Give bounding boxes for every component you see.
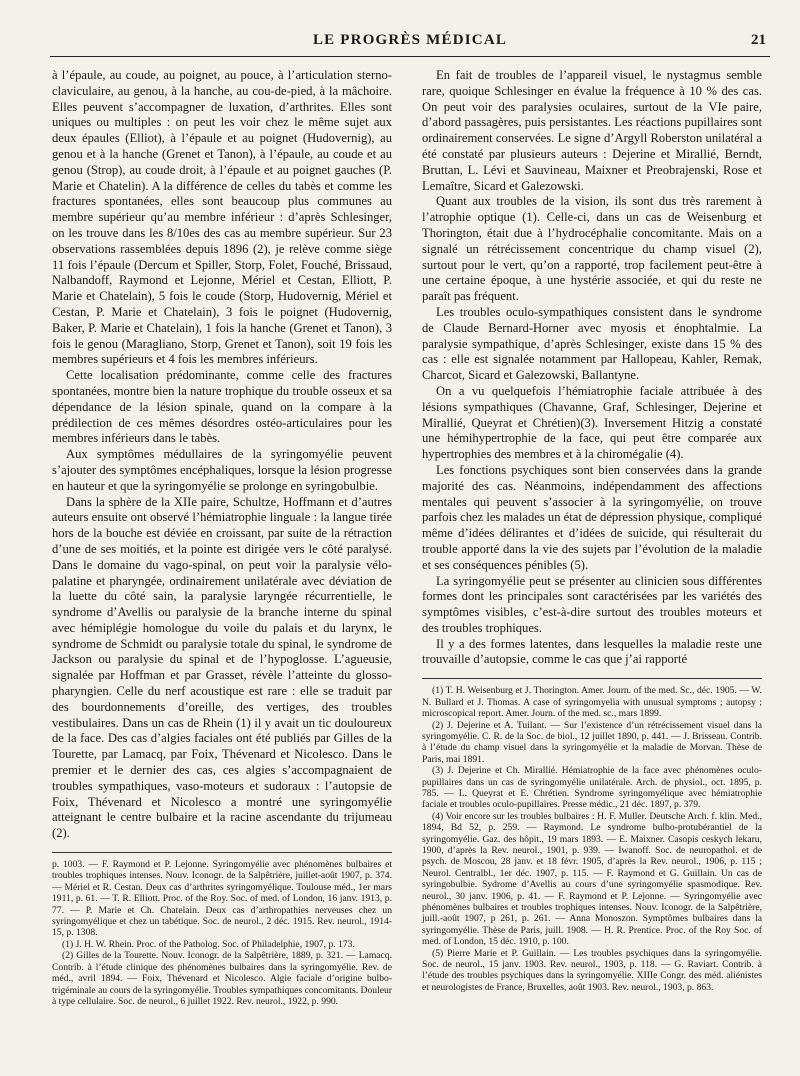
left-column xyxy=(52,68,392,1007)
paragraph: Il y a des formes latentes, dans lesquelles la maladie reste une trouvaille d’autopsie, comme le cas que j’ai rapporté xyxy=(422,636,762,667)
footnote: (5) Pierre Marie et P. Guillain. — Les troubles psychiques dans la syringomyélie. Soc. de neurol., 15 janv. 1903. Rev. neurol., 1903, p. 118. — G. Raviart. Contrib. à l’étude des troubles psychiques dans la syringomyélie. XIIIe Congr. des méd. aliénistes et neurologistes de France, Bruxelles, août 1903. Rev. neurol., 1903, p. 863. xyxy=(422,947,762,993)
footnote: (2) J. Dejerine et A. Tuilant. — Sur l’existence d’un rétrécissement visuel dans la syringomyélie. C. R. de la Soc. de biol., 12 juillet 1890, p. 441. — J. Brisseau. Contrib. à l’étude du champ visuel dans la syringomyélie et la maladie de Morvan. Thèse de Paris, mai 1891. xyxy=(422,719,762,765)
paragraph: Les troubles oculo-sympathiques consistent dans le syndrome de Claude Bernard-Horner avec myosis et énophtalmie. La paralysie sympathique, d’après Schlesinger, existe dans 15 % des cas : elle est signalée notamment par Hallopeau, Kahler, Remak, Charcot, Sicard et Galezowski, Ballantyne. xyxy=(422,304,762,383)
footnote: p. 1003. — F. Raymond et P. Lejonne. Syringomyélie avec phénomènes bulbaires et troubles trophiques intenses. Nouv. Iconogr. de la Salpêtrière, juillet-août 1907, p. 374. — Mériel et R. Cestan. Deux cas d’arthrites syringomyélique. Toulouse méd., 1er mars 1911, p. 61. — T. R. Elliott. Proc. of the Roy. Soc. of med. of London, 16 janv. 1913, p. 77. — P. Marie et Ch. Chatelain. Deux cas d’arthropathies nerveuses chez un syringomyélique et chez un tabétique. Soc. de neurol., 2 déc. 1915. Rev. neurol., 1914-15, p. 1308. xyxy=(52,859,392,939)
paragraph: à l’épaule, au coude, au poignet, au pouce, à l’articulation sterno-claviculaire, au genou, à la hanche, au cou-de-pied, à la mâchoire. Elles peuvent s’accompagner de luxation, d’arthrites. Elles sont uniques ou multiples : on peut les voir chez le même sujet aux deux épaules (Elliot), à l’épaule et au poignet (Hudovernig), au genou et à la hanche (Grenet et Tanon), à l’épaule, au coude et au genou (Strop), au coude droit, à l’épaule et au poignet gauches (P. Marie et Chatelin). A la différence de celles du tabès et comme les fractures spontanées, elles sont beaucoup plus communes au membre supérieur qu’au membre inférieur : d’après Schlesinger, on les trouve dans les 8/10es des cas au membre supérieur. Sur 23 observations rassemblées depuis 1896 (2), je relève comme siège 11 fois l’épaule (Dercum et Spiller, Storp, Folet, Fouché, Brissaud, Nalbandoff, Raymond et Lejonne, Mériel et Cestan, Elliott, P. Marie et Chatelain), 5 fois le coude (Storp, Hudovernig, Mériel et Cestan, P. Marie et Chatelain), 3 fois le poignet (Hudovernig, Baker, P. Marie et Chatelain), 1 fois la hanche (Grenet et Tanon), 3 fois le genou (Maragliano, Storp, Grenet et Tanon), soit 19 fois les membres supérieurs et 4 fois les membres inférieurs. xyxy=(52,68,392,367)
paragraph: On a vu quelquefois l’hémiatrophie faciale attribuée à des lésions sympathiques (Chavanne, Graf, Schlesinger, Dejerine et Mirallié, Queyrat et Chrétien)(3). Inversement Hitzig a constaté une hémihypertrophie de la face, qui peut être comparée aux hypertrophies des membres et à la chiromégalie (4). xyxy=(422,383,762,462)
right-footnotes xyxy=(422,685,762,993)
footnote-divider xyxy=(52,852,392,853)
paragraph: La syringomyélie peut se présenter au clinicien sous différentes formes dont les principales sont caractérisées par les variétés des symptômes visibles, c’est-à-dire surtout des troubles moteurs et des troubles trophiques. xyxy=(422,573,762,635)
paragraph: Dans la sphère de la XIIe paire, Schultze, Hoffmann et d’autres auteurs ensuite ont observé l’hémiatrophie linguale : la langue tirée hors de la bouche est déviée en croissant, par suite de la rétraction d’une de ses moitiés, et la pointe est dirigée vers le côté paralysé. Dans le domaine du vago-spinal, on peut voir la paralysie vélo-palatine et pharyngée, ordinairement unilatérale avec déviation de la luette du côté sain, la paralysie laryngée récurrentielle, le syndrome d’Avellis ou paralysie de la branche interne du spinal avec hémiplégie homologue du voile du palais et du larynx, le syndrome de Schmidt ou paralysie totale du spinal, le syndrome de Jackson ou paralysie du spinal et de l’hypoglosse. L’agueusie, signalée par Hoffman et par Grasset, révèle l’atteinte du glosso-pharyngien. Celle du nerf acoustique est rare : elle se traduit par des bourdonnements d’oreille, des vertiges, des troubles vestibulaires. Dans un cas de Rhein (1) il y avait un tic douloureux de la face. Des cas d’algies faciales ont été publiés par Gilles de la Tourette, par Lamacq, par Foix, Thévenard et Nicolesco. Dans le premier et le dernier des cas, ces algies s’accompagnaient de troubles sympathiques, vaso-moteurs et sudoraux : l’autopsie de Foix, Thévenard et Nicolesco a montré une syringomyélie atteignant le centre bulbaire et la racine ascendante du trijumeau (2). xyxy=(52,494,392,841)
paragraph: Les fonctions psychiques sont bien conservées dans la grande majorité des cas. Néanmoins, indépendamment des affections mentales qui peuvent s’associer à la syringomyélie, on trouve parfois chez les malades un état de dépression physique, compliqué même d’idées délirantes et d’idées de suicide, qui résulterait du trouble apporté dans la vie des sujets par l’évolution de la maladie et ses conséquences pénibles (5). xyxy=(422,462,762,572)
page-number: 21 xyxy=(751,32,766,48)
paragraph: Aux symptômes médullaires de la syringomyélie peuvent s’ajouter des symptômes encéphaliques, lorsque la lésion progresse en hauteur et que la syringomyélie se prolonge en syringobulbie. xyxy=(52,447,392,493)
paragraph: Cette localisation prédominante, comme celle des fractures spontanées, montre bien la nature trophique du trouble osseux et sa dépendance de la lésion spinale, quand on la compare à la prédilection de ces mêmes désordres ostéo-articulaires pour les membres inférieurs dans le tabès. xyxy=(52,368,392,446)
footnote: (4) Voir encore sur les troubles bulbaires : H. F. Muller. Deutsche Arch. f. klin. Med., 1894, Bd 52, p. 259. — Raymond. Le syndrome bulbo-protubérantiel de la syringomyélie. Gaz. des hôpit., 19 mars 1893. — E. Maixner. Casopis ceskych lekaru, 1900, d’après la Rev. neurol., 1901, p. 939. — Iwanoff. Soc. de neuropathol. et de psych. de Moscou, 28 janv. et 18 févr. 1905, d’après la Rev. neurol., 1906, p. 115 ; Neurol. Centralbl., 1er déc. 1907, p. 115. — F. Raymond et G. Guillain. Un cas de syringobulbie. Sydrome d’Avellis au cours d’une syringomyélie spasmodique. Rev. neurol., 30 janv. 1906, p. 41. — F. Raymond et P. Lejonne. — Syringomyélie avec phénomènes bulbaires et troubles trophiques intenses. Nouv. Iconogr. de la Salpêtrière, juill.-août 1907, p 261, p. 261. — Anna Monoszon. Symptômes bulbaires dans la syringomyélie. Thèse de Paris, juill. 1908. — H. R. Prentice. Proc. of the Roy Soc. of med. of London, 15 déc. 1910, p. 100. xyxy=(422,810,762,948)
left-body-text xyxy=(52,68,392,842)
running-header xyxy=(50,30,770,57)
footnote: (2) Gilles de la Tourette. Nouv. Iconogr. de la Salpêtrière, 1889, p. 321. — Lamacq. Contrib. à l’étude clinique des phénomènes bulbaires dans la syringomyélie. Rev. de méd., avril 1894. — Foix, Thévenard et Nicolesco. Algie faciale d’origine bulbo-trigéminale au cours de la syringomyélie. Troubles sympathiques concomitants. Douleur à type cellulaire. Soc. de neurol., 6 juillet 1922. Rev. neurol., 1922, p. 990. xyxy=(52,950,392,1007)
right-body-text xyxy=(422,68,762,668)
footnote: (3) J. Dejerine et Ch. Mirallié. Hémiatrophie de la face avec phénomènes oculo-pupillaires dans un cas de syringomyélie unilatérale. Arch. de physiol., oct. 1895, p. 785. — L. Queyrat et E. Chrétien. Syndrome syringomyélique avec hémiatrophie faciale et troubles oculo-pupillaires. Presse médic., 21 déc. 1897, p. 379. xyxy=(422,765,762,811)
right-column xyxy=(422,68,762,993)
footnote: (1) T. H. Weisenburg et J. Thorington. Amer. Journ. of the med. Sc., déc. 1905. — W. N. Bullard et J. Thomas. A case of syringomyelia with unusual symptoms ; autopsy ; microscopical report. Amer. Journ. of the med. sc., mars 1899. xyxy=(422,685,762,720)
left-footnotes xyxy=(52,859,392,1007)
paragraph: Quant aux troubles de la vision, ils sont dus très rarement à l’atrophie optique (1). Celle-ci, dans un cas de Weisenburg et Thorington, était due à l’hydrocéphalie concomitante. Mais on a signalé un rétrécissement concentrique du champ visuel (2), surtout pour le vert, qu’on a rapporté, trop facilement peut-être à une certaine époque, à une hystérie associée, et qui du reste ne paraît pas fréquent. xyxy=(422,194,762,304)
footnote: (1) J. H. W. Rhein. Proc. of the Patholog. Soc. of Philadelphie, 1907, p. 173. xyxy=(62,938,355,950)
footnote-divider xyxy=(422,678,762,679)
journal-title: LE PROGRÈS MÉDICAL xyxy=(312,32,508,48)
paragraph: En fait de troubles de l’appareil visuel, le nystagmus semble rare, quoique Schlesinger en évalue la fréquence à 10 % des cas. On peut voir des paralysies oculaires, surtout de la VIe paire, d’abord passagères, puis persistantes. Les réactions pupillaires sont ordinairement conservées. Le signe d’Argyll Roberston unilatéral a été constaté par plusieurs auteurs : Dejerine et Mirallié, Berndt, Bruttan, L. Lévi et Sauvineau, Maixner et Preobrajenski, Rose et Lemaître, Sicard et Galezowski. xyxy=(422,68,762,193)
